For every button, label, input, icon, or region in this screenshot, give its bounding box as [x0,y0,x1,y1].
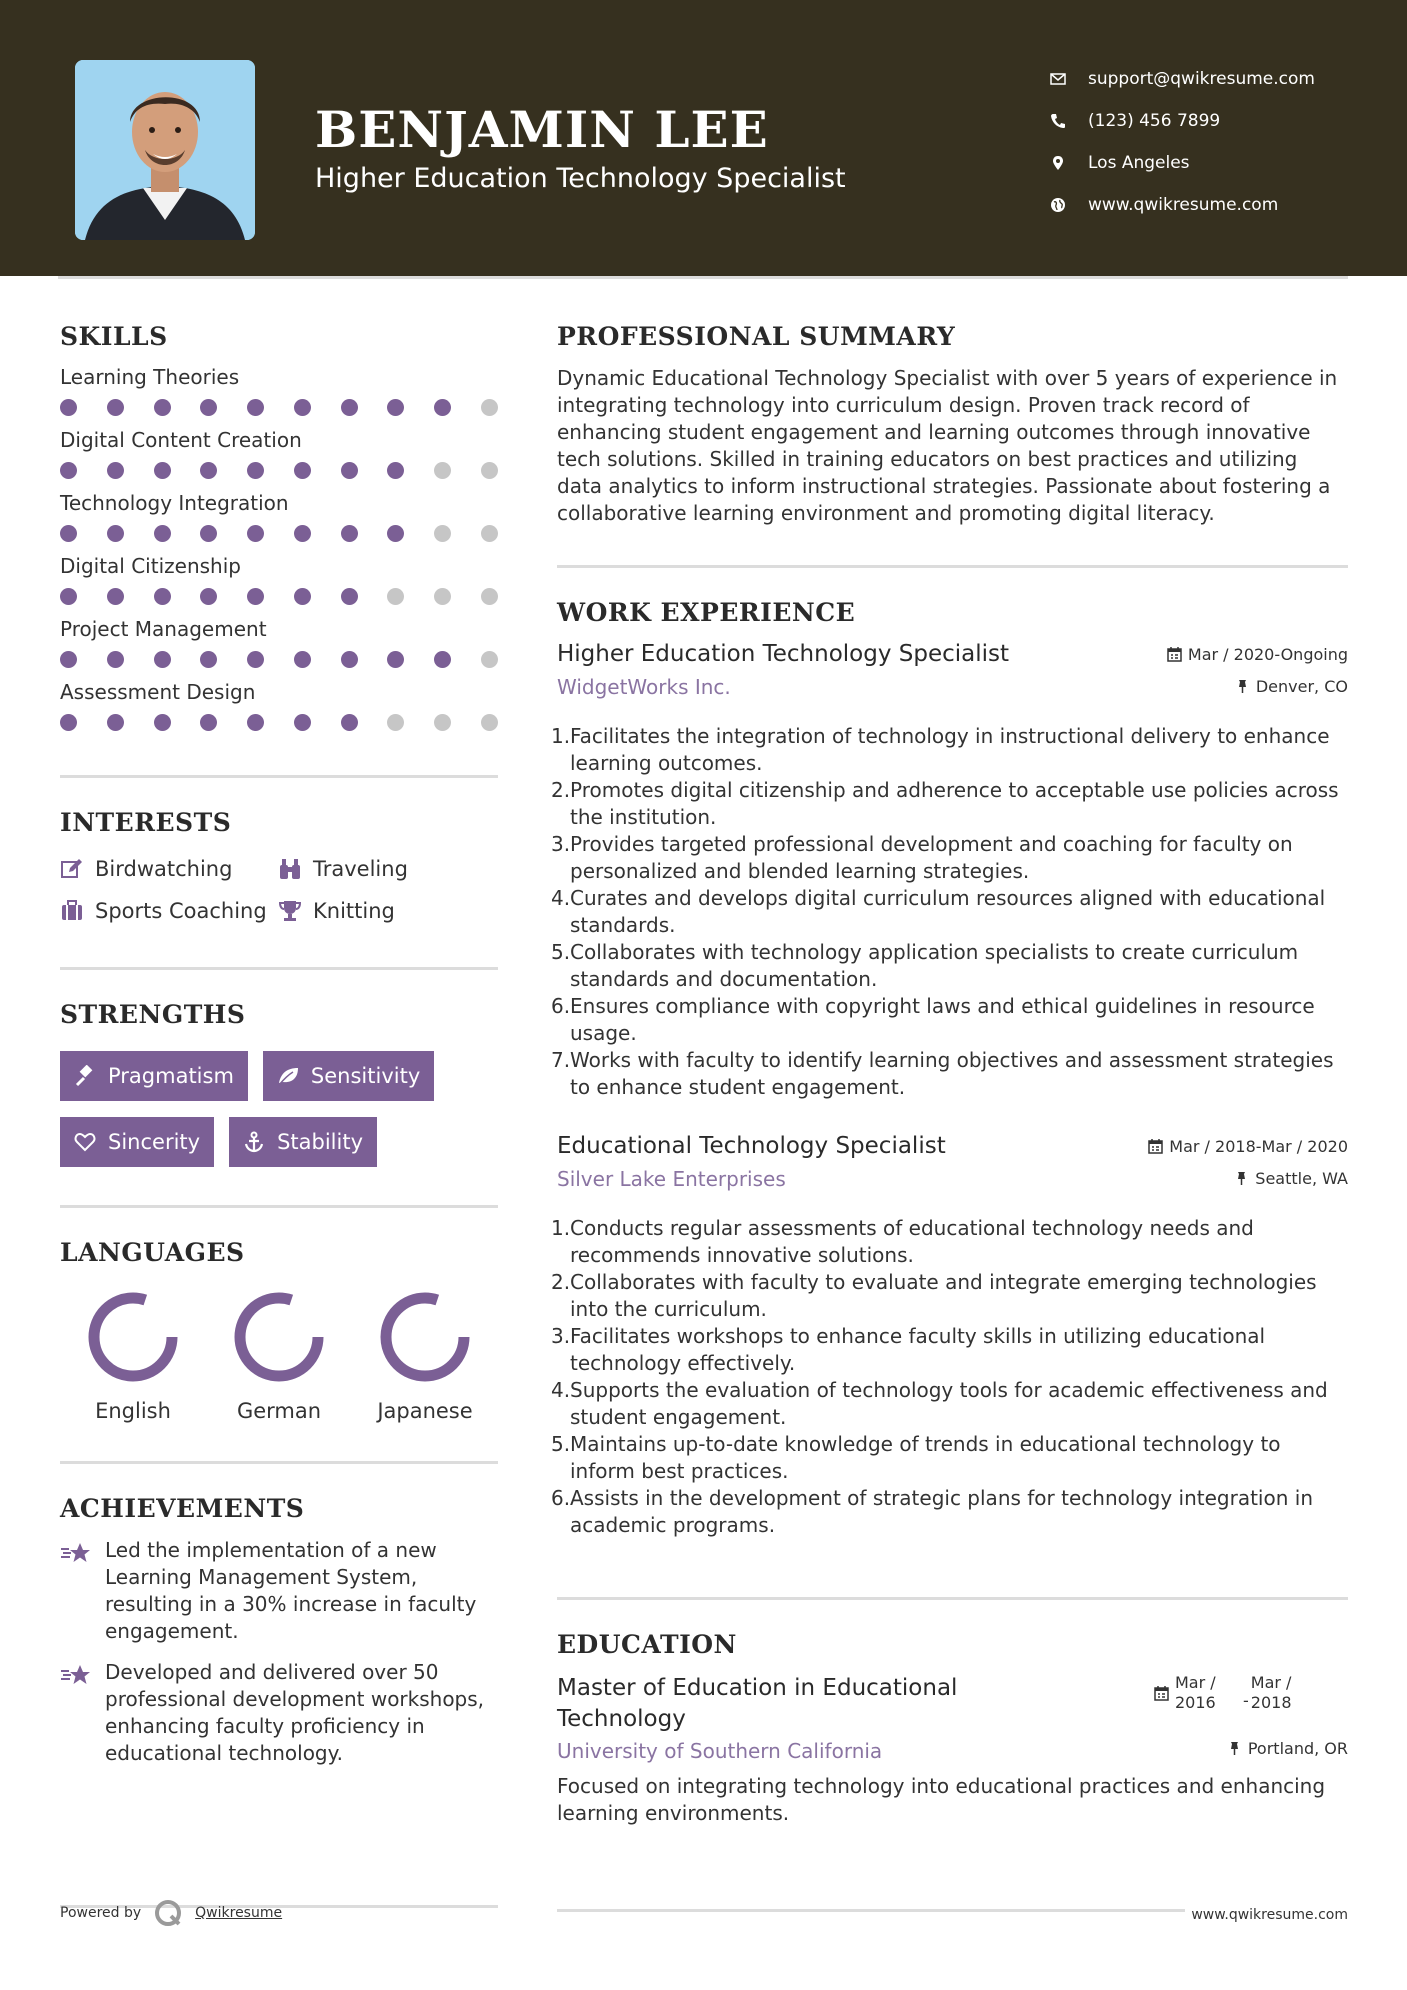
duty-list [551,723,1348,1101]
skill-name: Technology Integration [60,491,289,515]
education-date-separator: - [1243,1690,1249,1710]
duty-item [551,1431,1348,1485]
skill-dot [294,462,311,479]
language-item [60,1287,206,1423]
duty-number: 5. [551,1432,571,1456]
section-divider [60,967,498,970]
right-column [551,322,1348,1827]
skill-dot [200,714,217,731]
achievements-section [60,1494,498,1767]
duty-text: Collaborates with faculty to evaluate and integrate emerging technologies into the curriculum. [570,1270,1317,1321]
skill-dot [200,651,217,668]
job-header [557,1133,1348,1159]
duty-text: Facilitates the integration of technology in instructional delivery to enhance learning outcomes. [570,724,1330,775]
interest-item [60,899,278,923]
skill-dot [481,588,498,605]
skill-name: Learning Theories [60,365,240,389]
summary-section [557,322,1348,527]
job-location [1234,1169,1348,1188]
skill-rating [60,588,498,605]
skill-dot [387,651,404,668]
education-location [1227,1739,1348,1758]
footer-url[interactable]: www.qwikresume.com [1185,1907,1348,1923]
duty-number: 6. [551,994,571,1018]
skill-dot [247,588,264,605]
skill-dot [341,525,358,542]
pushpin-icon [1227,1741,1242,1756]
duty-item [551,831,1348,885]
duty-text: Conducts regular assessments of educational technology needs and recommends innovative solutions. [570,1216,1254,1267]
resume-header [0,0,1407,276]
strength-label: Stability [277,1130,364,1154]
contact-email-text: support@qwikresume.com [1088,69,1315,89]
powered-by [60,1898,282,1928]
duty-text: Works with faculty to identify learning objectives and assessment strategies to enhance student engagement. [570,1048,1334,1099]
duty-item [551,885,1348,939]
job-location-text: Denver, CO [1255,677,1348,696]
calendar-icon [1154,1686,1169,1701]
skill-dot [294,651,311,668]
skill-dot [434,525,451,542]
duty-text: Promotes digital citizenship and adherence to acceptable use policies across the institution. [570,778,1339,829]
language-ring-arc [240,1298,318,1376]
star-icon [60,1659,105,1767]
skill-dot [200,399,217,416]
anchor-icon [243,1131,265,1153]
skills-list [60,365,498,731]
duty-item [551,1485,1348,1539]
language-item [352,1287,498,1423]
binoculars-icon [278,857,313,881]
languages-section [60,1238,498,1423]
degree-title: Master of Education in Educational Technology [557,1675,958,1732]
skill-dot [107,399,124,416]
job-entry [551,1133,1348,1539]
duty-item [551,1269,1348,1323]
skill-dot [247,651,264,668]
skill-dot [434,588,451,605]
language-ring-arc [94,1298,172,1376]
section-divider [60,1205,498,1208]
duty-text: Assists in the development of strategic plans for technology integration in academic programs. [570,1486,1313,1537]
skill-dot [387,525,404,542]
duty-list [551,1215,1348,1539]
skill-dot [434,714,451,731]
skill-dot [107,651,124,668]
job-dates [1148,1137,1348,1156]
skill-dot [247,462,264,479]
skill-name: Project Management [60,617,267,641]
skill-dot [154,651,171,668]
skill-dot [60,651,77,668]
duty-number: 6. [551,1486,571,1510]
skill-dot [481,714,498,731]
education-subheader [557,1739,1348,1763]
skill-dot [154,588,171,605]
duty-text: Supports the evaluation of technology tools for academic effectiveness and student engagement. [570,1378,1328,1429]
skill-dot [481,651,498,668]
skill-dot [154,525,171,542]
skill-rating [60,399,498,416]
language-item [206,1287,352,1423]
company-name: WidgetWorks Inc. [557,675,731,699]
strength-chip [60,1117,214,1167]
achievements-heading: ACHIEVEMENTS [60,1494,305,1523]
summary-heading: PROFESSIONAL SUMMARY [557,322,956,351]
job-location-text: Seattle, WA [1255,1169,1348,1188]
education-end: Mar / 2018 [1250,1673,1292,1712]
duty-number: 2. [551,1270,571,1294]
skill-name: Assessment Design [60,680,256,704]
company-name: Silver Lake Enterprises [557,1167,786,1191]
skill-dot [247,525,264,542]
education-start: Mar / 2016 [1175,1673,1216,1712]
job-location [1235,677,1348,696]
strength-chip [60,1051,248,1101]
language-proficiency-ring [83,1287,183,1387]
qwikresume-logo-icon [153,1898,183,1928]
pushpin-icon [1235,679,1250,694]
calendar-icon [1167,647,1182,662]
job-date-text: Mar / 2020-Ongoing [1187,645,1348,664]
skill-dot [247,714,264,731]
skill-dot [387,714,404,731]
strength-chip [229,1117,377,1167]
language-ring-arc [386,1298,464,1376]
education-dates [1154,1673,1348,1713]
language-proficiency-ring [375,1287,475,1387]
skill-dot [154,714,171,731]
skill-dot [107,714,124,731]
interests-list [60,857,498,923]
skill-dot [387,399,404,416]
edit-icon [60,857,95,881]
duty-number: 4. [551,886,571,910]
skill-dot [60,588,77,605]
summary-text: Dynamic Educational Technology Specialist with over 5 years of experience in integrating technology into curriculum design. Proven track record of enhancing student engagement and learning outcomes through innovative tech solutions. Skilled in training educators on best practices and utilizing data analytics to inform instructional strategies. Passionate about fostering a collaborative learning environment and promoting digital literacy. [557,366,1338,525]
duty-text: Curates and develops digital curriculum resources aligned with educational standards. [570,886,1326,937]
job-title: Higher Education Technology Specialist [557,641,1010,667]
skill-dot [387,462,404,479]
skill-dot [387,588,404,605]
skill-dot [200,588,217,605]
achievement-item [60,1537,498,1645]
job-subheader [557,675,1348,699]
skill-dot [434,462,451,479]
strength-label: Sincerity [108,1130,201,1154]
job-dates [1167,645,1348,664]
section-divider [557,565,1348,568]
skill-rating [60,462,498,479]
interests-section [60,808,498,923]
powered-by-label: Powered by [60,1905,142,1921]
skill-dot [60,714,77,731]
interest-label: Traveling [313,857,408,881]
school-name: University of Southern California [557,1739,883,1763]
skill-name: Digital Citizenship [60,554,241,578]
duty-number: 3. [551,1324,571,1348]
trophy-icon [278,899,313,923]
experience-heading: WORK EXPERIENCE [557,598,856,627]
skill-dot [341,714,358,731]
languages-list [60,1287,498,1423]
job-title: Educational Technology Specialist [557,1133,946,1159]
duty-item [551,1377,1348,1431]
experience-section [551,598,1348,1539]
skill-rating [60,714,498,731]
heart-icon [74,1131,96,1153]
skill-dot [434,399,451,416]
star-icon [60,1537,105,1645]
skill-dot [154,399,171,416]
skill-dot [107,462,124,479]
duty-item [551,939,1348,993]
leaf-icon [277,1065,299,1087]
skill-dot [341,651,358,668]
skills-section [60,322,498,731]
job-subheader [557,1167,1348,1191]
strengths-heading: STRENGTHS [60,1000,246,1029]
duty-number: 5. [551,940,571,964]
duty-item [551,723,1348,777]
job-header [557,641,1348,667]
map-pin-icon [1050,155,1078,171]
skill-rating [60,525,498,542]
duty-item [551,993,1348,1047]
skill-dot [200,525,217,542]
skill-dot [341,588,358,605]
candidate-name: BENJAMIN LEE [315,100,769,159]
contact-website-text: www.qwikresume.com [1088,195,1279,215]
skill-dot [247,399,264,416]
job-entry [551,641,1348,1101]
duty-number: 3. [551,832,571,856]
interest-item [278,857,498,881]
duty-number: 1. [551,724,571,748]
skill-dot [107,525,124,542]
skills-heading: SKILLS [60,322,168,351]
job-date-text: Mar / 2018-Mar / 2020 [1169,1137,1348,1156]
duty-text: Provides targeted professional development and coaching for faculty on personalized and blended learning strategies. [570,832,1293,883]
duty-item [551,1047,1348,1101]
education-heading: EDUCATION [557,1630,737,1659]
education-header [557,1673,1348,1735]
achievement-item [60,1659,498,1767]
language-proficiency-ring [229,1287,329,1387]
language-label: English [95,1399,171,1423]
interest-label: Sports Coaching [95,899,267,923]
interest-label: Knitting [313,899,395,923]
candidate-title: Higher Education Technology Specialist [315,163,846,194]
skill-dot [200,462,217,479]
strength-label: Sensitivity [310,1064,421,1088]
section-divider [557,1597,1348,1600]
education-location-text: Portland, OR [1247,1739,1348,1758]
skill-name: Digital Content Creation [60,428,302,452]
duty-number: 2. [551,778,571,802]
duty-number: 7. [551,1048,571,1072]
skill-dot [294,525,311,542]
interest-item [278,899,498,923]
duty-item [551,1215,1348,1269]
interests-heading: INTERESTS [60,808,232,837]
strength-chip [263,1051,434,1101]
education-description: Focused on integrating technology into educational practices and enhancing learning environments. [557,1774,1326,1825]
language-label: Japanese [377,1399,473,1423]
skill-dot [107,588,124,605]
skill-dot [60,525,77,542]
skill-dot [341,462,358,479]
job-list [551,641,1348,1539]
skill-dot [60,399,77,416]
contact-location [1050,142,1315,184]
duty-text: Collaborates with technology application specialists to create curriculum standards and documentation. [570,940,1299,991]
section-divider [60,775,498,778]
contact-location-text: Los Angeles [1088,153,1190,173]
skill-dot [294,588,311,605]
languages-heading: LANGUAGES [60,1238,245,1267]
skill-dot [341,399,358,416]
skill-dot [60,462,77,479]
phone-icon [1050,113,1078,129]
globe-icon [1050,197,1078,213]
skill-dot [481,525,498,542]
interest-item [60,857,278,881]
contact-list [1050,58,1315,226]
strength-label: Pragmatism [108,1064,234,1088]
skill-dot [481,462,498,479]
contact-phone[interactable] [1050,100,1315,142]
language-label: German [236,1399,322,1423]
contact-email[interactable] [1050,58,1315,100]
duty-item [551,777,1348,831]
education-section [557,1630,1348,1827]
interest-label: Birdwatching [95,857,233,881]
contact-website[interactable] [1050,184,1315,226]
achievement-text: Led the implementation of a new Learning Management System, resulting in a 30% increase in faculty engagement. [105,1538,477,1643]
skill-dot [294,714,311,731]
contact-phone-text: (123) 456 7899 [1088,111,1221,131]
gavel-icon [74,1065,96,1087]
skill-dot [481,399,498,416]
skill-rating [60,651,498,668]
strengths-section [60,1000,498,1167]
briefcase-icon [60,899,95,923]
duty-text: Facilitates workshops to enhance faculty skills in utilizing educational technology effectively. [570,1324,1266,1375]
duty-text: Maintains up-to-date knowledge of trends in educational technology to inform best practices. [570,1432,1281,1483]
qwikresume-link[interactable]: Qwikresume [195,1905,283,1921]
calendar-icon [1148,1139,1163,1154]
duty-number: 4. [551,1378,571,1402]
duty-number: 1. [551,1216,571,1240]
strengths-list [60,1051,498,1167]
profile-photo [75,60,255,240]
skill-dot [154,462,171,479]
left-column [60,322,498,1767]
header-divider [58,276,1348,279]
section-divider [60,1461,498,1464]
skill-dot [294,399,311,416]
pushpin-icon [1234,1171,1249,1186]
achievement-text: Developed and delivered over 50 professional development workshops, enhancing faculty proficiency in educational technology. [105,1660,485,1765]
envelope-icon [1050,71,1078,87]
duty-item [551,1323,1348,1377]
duty-text: Ensures compliance with copyright laws and ethical guidelines in resource usage. [570,994,1315,1045]
skill-dot [434,651,451,668]
